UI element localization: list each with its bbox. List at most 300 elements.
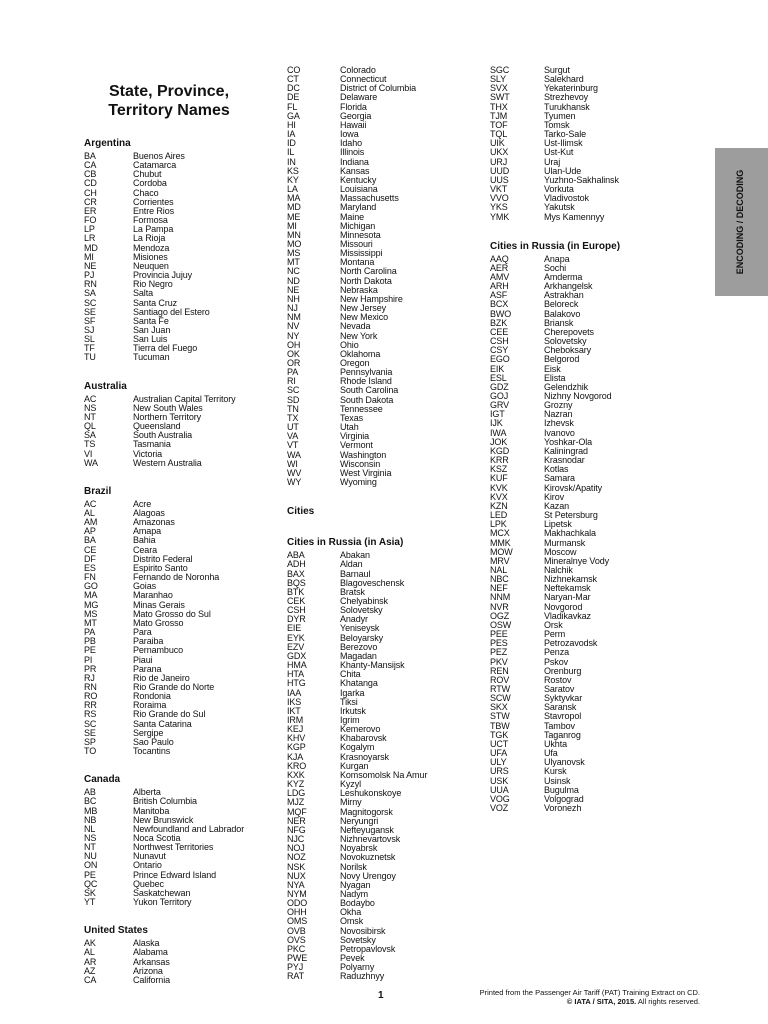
list-item (490, 401, 690, 410)
item-code: CSY (490, 345, 509, 356)
list-item (287, 927, 477, 936)
list-item (490, 148, 690, 157)
item-name: Sao Paulo (133, 736, 174, 747)
item-code: EZV (287, 641, 305, 652)
item-name: Rio Grande do Norte (133, 681, 215, 692)
list-item (287, 661, 477, 670)
list-item (287, 615, 477, 624)
list-item (84, 308, 274, 317)
item-name: Elista (544, 372, 566, 383)
item-name: Sergipe (133, 727, 164, 738)
item-code: MRV (490, 555, 510, 566)
item-name: Khabarovsk (340, 733, 387, 744)
item-name: Magnitogorsk (340, 806, 393, 817)
item-code: BA (84, 151, 96, 161)
list-item (84, 573, 274, 582)
section-heading-russia-europe: Cities in Russia (in Europe) (490, 240, 621, 252)
item-code: ROV (490, 674, 510, 685)
item-code: SCW (490, 693, 511, 704)
list-item (490, 685, 690, 694)
item-code: CB (84, 169, 97, 180)
item-code: TQL (490, 129, 508, 140)
item-name: Chubut (133, 169, 162, 180)
item-code: SJ (84, 324, 95, 335)
list-item (490, 795, 690, 804)
item-code: ULY (490, 757, 507, 768)
item-code: NER (287, 815, 306, 826)
item-code: CD (84, 178, 97, 189)
item-name: Kursk (544, 766, 567, 777)
list-item (490, 667, 690, 676)
item-name: Rondonia (133, 691, 171, 702)
list-item (490, 456, 690, 465)
item-code: IN (287, 156, 296, 167)
item-name: Khanty-Mansijsk (340, 660, 405, 671)
item-code: ARH (490, 281, 509, 292)
list-item (490, 712, 690, 721)
item-name: Anapa (544, 253, 570, 264)
item-code: NJC (287, 834, 305, 845)
item-code: KRO (287, 760, 307, 771)
item-name: Okha (340, 907, 362, 918)
item-name: Corrientes (133, 196, 174, 207)
list-item (490, 767, 690, 776)
item-name: Northern Territory (133, 411, 202, 422)
list-item (490, 786, 690, 795)
item-name: Ceara (133, 544, 158, 555)
code-list (84, 395, 274, 468)
item-code: NEF (490, 583, 508, 594)
item-code: NJ (287, 303, 298, 314)
item-name: Balakovo (544, 308, 581, 319)
list-item (84, 326, 274, 335)
item-name: Tyumen (544, 110, 576, 121)
item-name: Irkutsk (340, 705, 366, 716)
list-item (490, 804, 690, 813)
list-item (287, 908, 477, 917)
item-name: Vorkuta (544, 184, 574, 195)
item-code: AB (84, 787, 96, 798)
list-item (490, 264, 690, 273)
item-code: BQS (287, 577, 306, 588)
item-code: URJ (490, 156, 508, 167)
list-item (287, 249, 477, 258)
item-name: Kemerovo (340, 724, 381, 735)
list-item (490, 749, 690, 758)
item-name: Alaska (133, 938, 160, 949)
item-code: UKX (490, 147, 509, 158)
item-code: ASF (490, 290, 508, 301)
item-code: NBC (490, 574, 509, 585)
item-name: Paraiba (133, 636, 164, 647)
item-name: Goias (133, 581, 157, 592)
list-item (84, 729, 274, 738)
item-name: Queensland (133, 421, 181, 432)
footer-copyright: © IATA / SITA, 2015. (566, 997, 637, 1006)
list-item (490, 676, 690, 685)
footer-rights: All rights reserved. (637, 997, 700, 1006)
column-3 (490, 66, 690, 813)
item-code: MD (84, 242, 98, 253)
item-code: AZ (84, 965, 96, 976)
item-name: Lipetsk (544, 519, 572, 530)
footer-line-2 (480, 997, 700, 1006)
item-code: TX (287, 412, 299, 423)
page-title-line-2: Territory Names (108, 102, 230, 119)
list-item (84, 843, 274, 852)
item-code: CEE (490, 326, 509, 337)
item-name: Neryungri (340, 815, 379, 826)
item-name: Beloreck (544, 299, 579, 310)
item-name: Usinsk (544, 775, 571, 786)
item-name: Blagoveschensk (340, 577, 405, 588)
item-name: Yoshkar-Ola (544, 436, 593, 447)
item-name: Minnesota (340, 229, 381, 240)
code-list (490, 255, 690, 814)
item-name: Petrozavodsk (544, 638, 598, 649)
list-item (84, 939, 274, 948)
item-name: San Luis (133, 334, 168, 345)
list-item (287, 734, 477, 743)
item-code: SD (287, 394, 300, 405)
list-item (84, 440, 274, 449)
item-name: Uraj (544, 156, 561, 167)
item-name: Omsk (340, 916, 364, 927)
item-code: VOG (490, 793, 510, 804)
item-name: Hawaii (340, 119, 367, 130)
item-code: NY (287, 330, 300, 341)
item-name: Tomsk (544, 119, 570, 130)
item-name: Distrito Federal (133, 553, 193, 564)
item-code: IWA (490, 427, 507, 438)
item-code: FN (84, 572, 96, 583)
item-code: SWT (490, 92, 510, 103)
item-name: Syktyvkar (544, 693, 583, 704)
item-name: Alabama (133, 947, 168, 958)
item-code: NVR (490, 601, 509, 612)
item-code: TJM (490, 110, 508, 121)
item-code: STW (490, 711, 510, 722)
item-code: MS (84, 608, 98, 619)
item-code: KGP (287, 742, 306, 753)
item-name: Massachusetts (340, 193, 399, 204)
list-item (287, 945, 477, 954)
list-item (84, 656, 274, 665)
list-item (287, 451, 477, 460)
item-code: NYM (287, 888, 307, 899)
item-name: Komsomolsk Na Amur (340, 769, 428, 780)
list-item (287, 606, 477, 615)
item-name: Kotlas (544, 464, 569, 475)
item-code: MI (84, 251, 94, 262)
list-item (287, 716, 477, 725)
list-item (287, 808, 477, 817)
item-code: SF (84, 315, 96, 326)
item-name: Novy Urengoy (340, 870, 396, 881)
item-name: Krasnoyarsk (340, 751, 389, 762)
item-code: TO (84, 746, 97, 757)
code-list-us-continued (287, 66, 477, 487)
list-item (287, 872, 477, 881)
item-code: FL (287, 101, 298, 112)
list-item (84, 852, 274, 861)
list-item (287, 753, 477, 762)
list-item (84, 747, 274, 756)
list-item (490, 539, 690, 548)
list-item (84, 646, 274, 655)
list-item (287, 478, 477, 487)
item-code: NM (287, 312, 301, 323)
item-name: Idaho (340, 138, 363, 149)
footer-line-1: Printed from the Passenger Air Tariff (PAT) Training Extract on CD. (479, 988, 700, 997)
list-item (490, 84, 690, 93)
item-code: LR (84, 233, 96, 244)
item-name: Yakutsk (544, 202, 575, 213)
item-code: PE (84, 869, 96, 880)
item-name: Alagoas (133, 508, 165, 518)
item-name: Pskov (544, 656, 569, 667)
section-heading: Canada (84, 774, 121, 786)
item-name: Kazan (544, 500, 570, 511)
item-code: MI (287, 220, 297, 231)
item-code: OMS (287, 916, 308, 927)
list-item (490, 731, 690, 740)
item-code: KY (287, 174, 299, 185)
item-name: Michigan (340, 220, 376, 231)
item-name: Strezhevoy (544, 92, 589, 103)
item-name: Noyabrsk (340, 843, 378, 854)
item-code: AP (84, 526, 96, 537)
item-code: AMV (490, 271, 510, 282)
list-item (84, 898, 274, 907)
item-name: Ontario (133, 860, 162, 871)
item-name: Espirito Santo (133, 562, 188, 573)
item-code: UUS (490, 174, 509, 185)
item-code: AC (84, 498, 97, 509)
list-item (287, 194, 477, 203)
list-item (490, 291, 690, 300)
item-code: HMA (287, 660, 307, 671)
item-name: Australian Capital Territory (133, 393, 236, 404)
item-name: New Mexico (340, 312, 389, 323)
list-item (287, 414, 477, 423)
item-name: Kaliningrad (544, 445, 588, 456)
item-code: MJZ (287, 797, 305, 808)
item-code: JOK (490, 436, 508, 447)
list-item (287, 103, 477, 112)
list-item (287, 139, 477, 148)
item-name: Vladivostok (544, 193, 589, 204)
item-name: La Rioja (133, 233, 166, 244)
item-code: MOW (490, 546, 513, 557)
item-code: LDG (287, 788, 306, 799)
item-name: Ulan-Ude (544, 165, 582, 176)
item-name: Pevek (340, 953, 365, 964)
list-item (287, 771, 477, 780)
item-name: Izhevsk (544, 418, 574, 429)
item-code: SE (84, 306, 96, 317)
list-item (287, 322, 477, 331)
list-item (84, 738, 274, 747)
item-name: Khatanga (340, 678, 378, 689)
item-code: KS (287, 165, 299, 176)
item-name: Nefteyugansk (340, 824, 394, 835)
section-brazil (84, 486, 274, 756)
list-item (490, 355, 690, 364)
item-name: North Carolina (340, 266, 397, 277)
list-item (490, 93, 690, 102)
item-name: Moscow (544, 546, 577, 557)
item-name: Orsk (544, 619, 563, 630)
section-heading: United States (84, 925, 148, 937)
list-item (287, 689, 477, 698)
list-item (84, 244, 274, 253)
list-item (287, 231, 477, 240)
item-code: SA (84, 430, 96, 441)
list-item (287, 130, 477, 139)
item-code: SVX (490, 83, 508, 94)
item-name: Mirny (340, 797, 362, 808)
list-item (287, 121, 477, 130)
list-item (287, 835, 477, 844)
item-name: Volgograd (544, 793, 584, 804)
item-code: MN (287, 229, 301, 240)
list-item (490, 593, 690, 602)
list-item (287, 890, 477, 899)
item-name: Amazonas (133, 517, 175, 528)
item-name: Igarka (340, 687, 365, 698)
item-name: Nebraska (340, 284, 378, 295)
code-list (287, 551, 477, 981)
list-item (84, 958, 274, 967)
item-code: MT (287, 257, 300, 268)
item-name: Rio Grande do Sul (133, 709, 206, 720)
list-item (490, 365, 690, 374)
item-code: SC (287, 385, 300, 396)
item-name: New South Wales (133, 402, 203, 413)
column-1 (84, 138, 274, 1003)
section-canada (84, 774, 274, 907)
item-name: Tarko-Sale (544, 129, 587, 140)
item-code: DYR (287, 614, 306, 625)
list-item (490, 194, 690, 203)
list-item (287, 313, 477, 322)
item-code: RI (287, 376, 296, 387)
item-code: IGT (490, 409, 505, 420)
item-name: District of Columbia (340, 83, 417, 94)
item-name: Ulyanovsk (544, 757, 585, 768)
item-name: Virginia (340, 431, 370, 442)
item-code: KUF (490, 473, 508, 484)
list-item (287, 405, 477, 414)
item-code: SK (84, 887, 96, 898)
item-name: Wisconsin (340, 458, 381, 469)
item-name: Ust-Kut (544, 147, 574, 158)
item-code: NFG (287, 824, 306, 835)
section-united-states (84, 925, 274, 985)
item-code: OVS (287, 934, 306, 945)
item-code: YT (84, 897, 96, 908)
item-code: BZK (490, 317, 508, 328)
item-name: Washington (340, 449, 387, 460)
item-name: Naryan-Mar (544, 592, 591, 603)
item-code: DC (287, 83, 300, 94)
item-name: Nyagan (340, 879, 371, 890)
item-name: Stavropol (544, 711, 582, 722)
item-name: Nazran (544, 409, 573, 420)
page-title (84, 82, 254, 120)
list-item (287, 341, 477, 350)
list-item (84, 628, 274, 637)
list-item (490, 121, 690, 130)
list-item (287, 579, 477, 588)
list-item (490, 529, 690, 538)
item-name: Maine (340, 211, 365, 222)
item-code: IA (287, 129, 296, 140)
list-item (490, 328, 690, 337)
item-name: Yeniseysk (340, 623, 380, 634)
item-code: FO (84, 215, 97, 226)
item-name: Manitoba (133, 805, 170, 816)
item-code: RR (84, 700, 97, 711)
list-item (490, 103, 690, 112)
item-code: NOJ (287, 843, 305, 854)
item-code: UUA (490, 784, 509, 795)
list-item (287, 643, 477, 652)
section-heading: Australia (84, 380, 127, 392)
item-code: WY (287, 477, 302, 488)
item-code: SL (84, 334, 95, 345)
item-name: Orenburg (544, 665, 582, 676)
item-name: New Jersey (340, 303, 387, 314)
item-code: CO (287, 65, 301, 75)
item-name: Ukhta (544, 738, 568, 749)
item-code: SE (84, 727, 96, 738)
item-name: Illinois (340, 147, 365, 158)
item-name: Nevada (340, 321, 371, 332)
item-code: PB (84, 636, 96, 647)
item-code: REN (490, 665, 509, 676)
item-name: Wyoming (340, 477, 377, 488)
item-name: Nizhnevartovsk (340, 834, 401, 845)
item-name: Cherepovets (544, 326, 594, 337)
item-name: Mendoza (133, 242, 170, 253)
item-code: RTW (490, 684, 511, 694)
item-name: Buenos Aires (133, 151, 185, 161)
item-name: Catamarca (133, 160, 177, 171)
item-name: Kirov (544, 491, 565, 502)
item-name: Texas (340, 412, 364, 423)
item-code: NSK (287, 861, 306, 872)
side-tab-label: ENCODING / DECODING (735, 169, 745, 275)
item-code: AR (84, 956, 97, 967)
item-code: HTA (287, 669, 305, 680)
item-code: EYK (287, 632, 305, 643)
item-name: West Virginia (340, 467, 392, 478)
item-code: KRR (490, 455, 509, 466)
item-name: Indiana (340, 156, 369, 167)
item-code: RS (84, 709, 97, 720)
item-name: Samara (544, 473, 575, 484)
item-code: CSH (490, 336, 509, 347)
list-item (287, 698, 477, 707)
list-item (84, 207, 274, 216)
item-code: MB (84, 805, 98, 816)
item-name: Nalchik (544, 564, 573, 575)
item-code: IRM (287, 715, 304, 725)
item-code: ES (84, 562, 96, 573)
item-name: Kirovsk/Apatity (544, 482, 603, 493)
